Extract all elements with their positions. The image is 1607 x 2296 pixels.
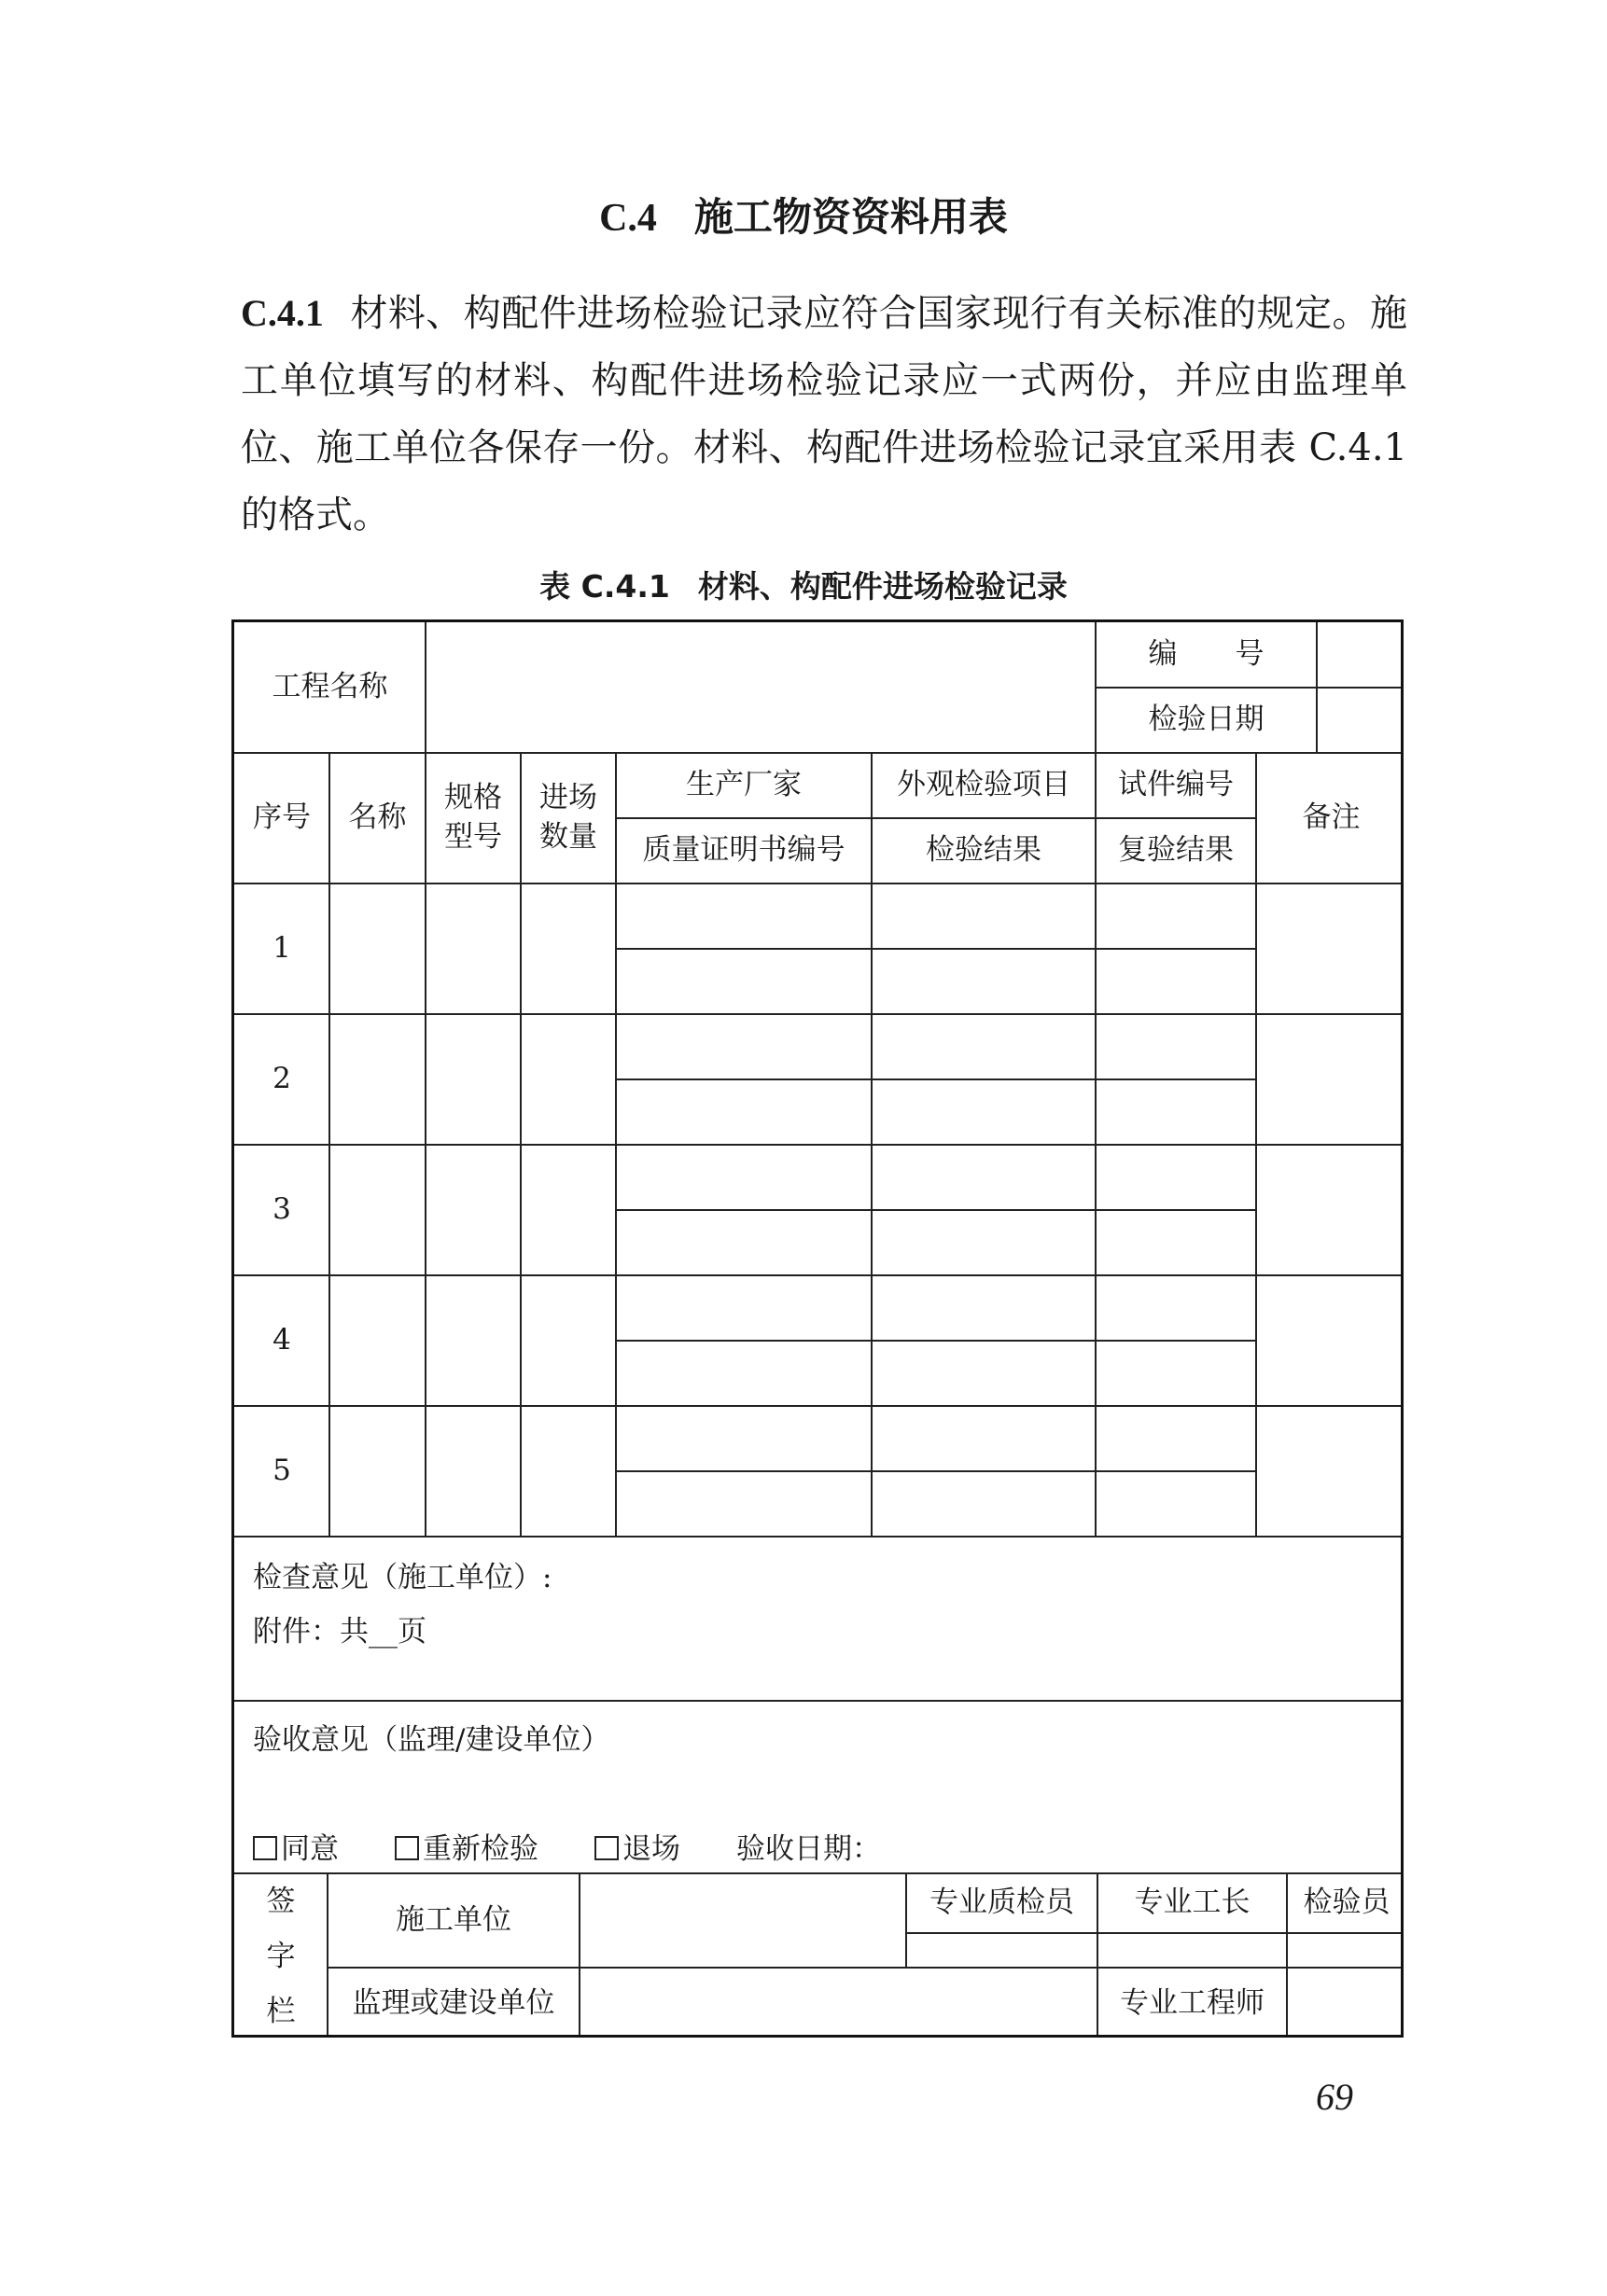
- supervisor-label: 监理或建设单位: [352, 1986, 555, 2021]
- table-rule: [234, 883, 1404, 884]
- engineer-value[interactable]: [1287, 1968, 1404, 2038]
- acceptance-options: [253, 1825, 881, 1867]
- table-rule: [520, 753, 522, 884]
- row-number: 3: [272, 1192, 291, 1227]
- clause-number: C.4.1: [241, 292, 324, 334]
- col-manufacturer: 生产厂家: [686, 768, 802, 802]
- table-rule: [616, 1078, 1256, 1080]
- table-rule: [905, 1873, 907, 1968]
- clause-text: 材料、构配件进场检验记录应符合国家现行有关标准的规定。施工单位填写的材料、构配件进场检验记录应一式两份，并应由监理单位、施工单位各保存一份。材料、构配件进场检验记录宜采用表 C.4.1 的格式。: [241, 292, 1407, 536]
- option-return[interactable]: 退场: [594, 1825, 680, 1867]
- col-spec: 规格 型号: [444, 781, 502, 854]
- table-caption: [0, 563, 1607, 606]
- table-rule: [234, 1536, 1404, 1538]
- inspection-date-label: 检验日期: [1148, 703, 1265, 737]
- table-rule: [616, 948, 1256, 950]
- constructor-label: 施工单位: [396, 1902, 511, 1937]
- foreman-label: 专业工长: [1134, 1886, 1251, 1920]
- table-rule: [234, 1274, 1404, 1276]
- table-rule: [616, 1340, 1256, 1342]
- table-rule: [425, 884, 426, 1537]
- inspection-record-form: [231, 619, 1404, 2038]
- table-rule: [1096, 687, 1404, 689]
- row-number: 5: [272, 1454, 291, 1488]
- table-rule: [579, 1873, 580, 2038]
- check-opinion-label: 检查意见（施工单位）:: [253, 1561, 552, 1594]
- row-number: 1: [272, 931, 291, 966]
- table-rule: [616, 1470, 1256, 1472]
- col-remarks: 备注: [1302, 800, 1361, 835]
- inspector-label: 检验员: [1303, 1886, 1390, 1920]
- col-result: 检验结果: [926, 833, 1041, 868]
- col-seq: 序号: [253, 800, 311, 835]
- col-appearance: 外观检验项目: [897, 768, 1070, 802]
- attachment-label: 附件：共__页: [253, 1615, 426, 1649]
- table-rule: [616, 817, 1256, 819]
- row-number: 2: [272, 1062, 291, 1096]
- col-retest: 复验结果: [1118, 833, 1234, 868]
- table-rule: [234, 752, 1404, 754]
- inspection-date-value[interactable]: [1317, 688, 1404, 753]
- table-rule: [234, 1144, 1404, 1146]
- checkbox-icon[interactable]: [395, 1836, 419, 1860]
- option-agree[interactable]: 同意: [253, 1825, 339, 1867]
- table-rule: [906, 1932, 1404, 1934]
- col-certificate: 质量证明书编号: [642, 833, 845, 868]
- table-rule: [1286, 1873, 1288, 2038]
- row-number: 4: [272, 1323, 291, 1357]
- table-rule: [327, 1873, 328, 2038]
- table-rule: [234, 1700, 1404, 1702]
- table-rule: [328, 1967, 1404, 1969]
- signature-column-label: 签 字 栏: [266, 1885, 296, 2028]
- section-title: 施工物资资料用表: [693, 194, 1008, 240]
- section-heading: [0, 187, 1607, 243]
- table-rule: [1316, 622, 1318, 753]
- acceptance-date-label: 验收日期：: [736, 1832, 881, 1866]
- serial-no-label: 编 号: [1148, 637, 1265, 672]
- acceptance-opinion-label: 验收意见（监理/建设单位）: [253, 1723, 610, 1757]
- table-rule: [425, 622, 426, 884]
- page-number: 69: [1316, 2076, 1353, 2118]
- table-rule: [616, 1209, 1256, 1211]
- table-rule: [234, 1872, 1404, 1874]
- table-number: 表 C.4.1: [539, 568, 670, 605]
- table-title: 材料、构配件进场检验记录: [697, 568, 1068, 605]
- serial-no-value[interactable]: [1317, 622, 1404, 688]
- clause-paragraph: [241, 280, 1407, 549]
- table-rule: [234, 1013, 1404, 1015]
- quality-inspector-label: 专业质检员: [929, 1886, 1074, 1920]
- project-name-label: 工程名称: [272, 670, 388, 704]
- section-number: C.4: [599, 197, 657, 240]
- col-specimen: 试件编号: [1118, 768, 1234, 802]
- option-reinspect[interactable]: 重新检验: [395, 1825, 538, 1867]
- col-name: 名称: [348, 800, 407, 835]
- supervisor-value[interactable]: [580, 1968, 1097, 2038]
- checkbox-icon[interactable]: [594, 1836, 619, 1860]
- table-rule: [520, 884, 522, 1537]
- table-rule: [328, 753, 330, 884]
- project-name-value[interactable]: [426, 622, 1096, 753]
- constructor-value[interactable]: [580, 1873, 906, 1968]
- col-qty: 进场 数量: [539, 781, 597, 854]
- table-rule: [328, 884, 330, 1537]
- table-rule: [1095, 622, 1097, 884]
- table-rule: [1097, 1873, 1098, 2038]
- checkbox-icon[interactable]: [253, 1836, 277, 1860]
- table-rule: [234, 1405, 1404, 1407]
- engineer-label: 专业工程师: [1120, 1986, 1265, 2021]
